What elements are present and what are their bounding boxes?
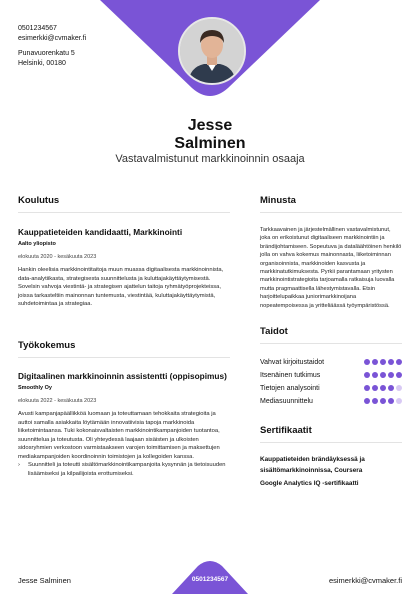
rating-dot-icon	[388, 372, 394, 378]
education-dates: elokuuta 2020 - kesäkuuta 2023	[18, 254, 97, 260]
footer-name: Jesse Salminen	[18, 576, 71, 585]
education-divider	[18, 212, 230, 213]
certificates-divider	[260, 442, 402, 443]
job-title: Vastavalmistunut markkinoinnin osaaja	[115, 153, 305, 165]
skill-row	[260, 382, 402, 394]
experience-divider	[18, 357, 230, 358]
contact-email: esimerkki@cvmaker.fi	[18, 34, 87, 42]
rating-dot-icon	[388, 385, 394, 391]
certificate-item: Google Analytics IQ -sertifikaatti	[260, 480, 359, 487]
rating-dot-icon	[396, 398, 402, 404]
rating-dot-icon	[364, 398, 370, 404]
about-heading: Minusta	[260, 195, 296, 206]
skill-row	[260, 356, 402, 368]
certificate-item: Kauppatieteiden brändäyksessä ja sisältömarkkinoinnissa, Coursera	[260, 456, 365, 474]
skill-name: Mediasuunnittelu	[260, 397, 313, 405]
rating-dot-icon	[380, 398, 386, 404]
experience-heading: Työkokemus	[18, 340, 76, 351]
rating-dot-icon	[372, 385, 378, 391]
contact-city: Helsinki, 00180	[18, 59, 66, 67]
skill-row	[260, 369, 402, 381]
experience-bullet	[18, 461, 230, 478]
rating-dot-icon	[380, 372, 386, 378]
bullet-arrow-icon: ›	[18, 462, 20, 468]
experience-description: Avusti kampanjapäällikköä luomaan ja toteuttamaan tehokkaita strategioita ja auttoi samalla asiakkaita löytämään innovatiivisia tapoja markkinoida liiketoimintaansa. Tuki kokonaisvaltaisten markkinointikampanjoiden tuotantoa, suunnittelua ja toteutusta. Oli yhteydessä laajaan sisäisten ja ulkoisten sidosryhmien verkostoon varmistaakseen varojen toimittamisen ja maksettujen mediakampanjoiden koordinoinnin toimistojen ja kollegoiden kanssa.	[18, 411, 220, 460]
skill-rating	[364, 385, 402, 391]
contact-block	[18, 24, 86, 68]
contact-phone: 0501234567	[18, 25, 57, 32]
skill-name: Itsenäinen tutkimus	[260, 371, 321, 379]
education-degree: Kauppatieteiden kandidaatti, Markkinointi	[18, 227, 183, 237]
skill-rating	[364, 359, 402, 365]
about-text: Tarkkaavainen ja järjestelmällinen vastavalmistunut, joka on erikoistunut digitaaliseen markkinointiin ja brändijohtamiseen. Sopeutuva ja dataläähtöinen henkilö jolla on vahva kokemus mainonnasta, liiketoiminnan organisoinnista, markkinoiden kasvusta ja markkinatutkimuksesta. Pyrkii parantamaan yritysten markkinointistrategioita tarjoamalla ratkaisuja luovalla mutta pragmaattisella lähestymistavalla. Etsin harjoittelupaikkaa juniorimarkkinoijana nopeatempoisessa ja yritteliäässä työympäristössä.	[260, 227, 402, 309]
last-name: Salminen	[174, 135, 246, 152]
contact-street: Punavuorenkatu 5	[18, 50, 75, 57]
skill-name: Tietojen analysointi	[260, 384, 320, 392]
skill-row	[260, 395, 402, 407]
about-divider	[260, 212, 402, 213]
experience-role: Digitaalinen markkinoinnin assistentti (oppisopimus)	[18, 371, 227, 381]
rating-dot-icon	[364, 359, 370, 365]
rating-dot-icon	[372, 359, 378, 365]
rating-dot-icon	[380, 385, 386, 391]
education-description: Hankin oleelisia markkinointitaitoja muun muassa digitaalisesta markkinoinnista, data-analytiikasta, strategisesta suunnittelusta ja kuluttajakäyttäytymisestä. Sovelsin vahvoja viestintä- ja strategisen ajattelun taitoja ryhmätyöprojekteissa, joissa tarkasteltiin mainonnan tuntemusta, viestintää, kuluttajakäyttäytymistä, suhdetoimintaa ja strategiaa.	[18, 267, 224, 308]
skill-rating	[364, 398, 402, 404]
rating-dot-icon	[364, 385, 370, 391]
rating-dot-icon	[364, 372, 370, 378]
rating-dot-icon	[372, 398, 378, 404]
rating-dot-icon	[388, 398, 394, 404]
education-heading: Koulutus	[18, 195, 60, 206]
experience-company: Smoothly Oy	[18, 385, 52, 391]
skills-divider	[260, 343, 402, 344]
experience-bullet-text: Suunnitteli ja toteutti sisältömarkkinointikampanjoita kysynnän ja tietoisuuden lisäämiseksi ja kilpailijoista erottumiseksi.	[28, 462, 226, 477]
skill-name: Vahvat kirjoitustaidot	[260, 358, 325, 366]
first-name: Jesse	[187, 117, 233, 134]
rating-dot-icon	[388, 359, 394, 365]
footer-phone: 0501234567	[191, 576, 229, 583]
rating-dot-icon	[396, 372, 402, 378]
skills-heading: Taidot	[260, 326, 288, 337]
certificates-heading: Sertifikaatit	[260, 425, 312, 436]
rating-dot-icon	[396, 359, 402, 365]
experience-dates: elokuuta 2022 - kesäkuuta 2023	[18, 398, 97, 404]
footer-email: esimerkki@cvmaker.fi	[328, 576, 402, 585]
rating-dot-icon	[372, 372, 378, 378]
rating-dot-icon	[396, 385, 402, 391]
skill-rating	[364, 372, 402, 378]
avatar-portrait-icon	[180, 19, 244, 83]
rating-dot-icon	[380, 359, 386, 365]
education-school: Aalto yliopisto	[18, 241, 56, 247]
profile-photo	[178, 17, 246, 85]
